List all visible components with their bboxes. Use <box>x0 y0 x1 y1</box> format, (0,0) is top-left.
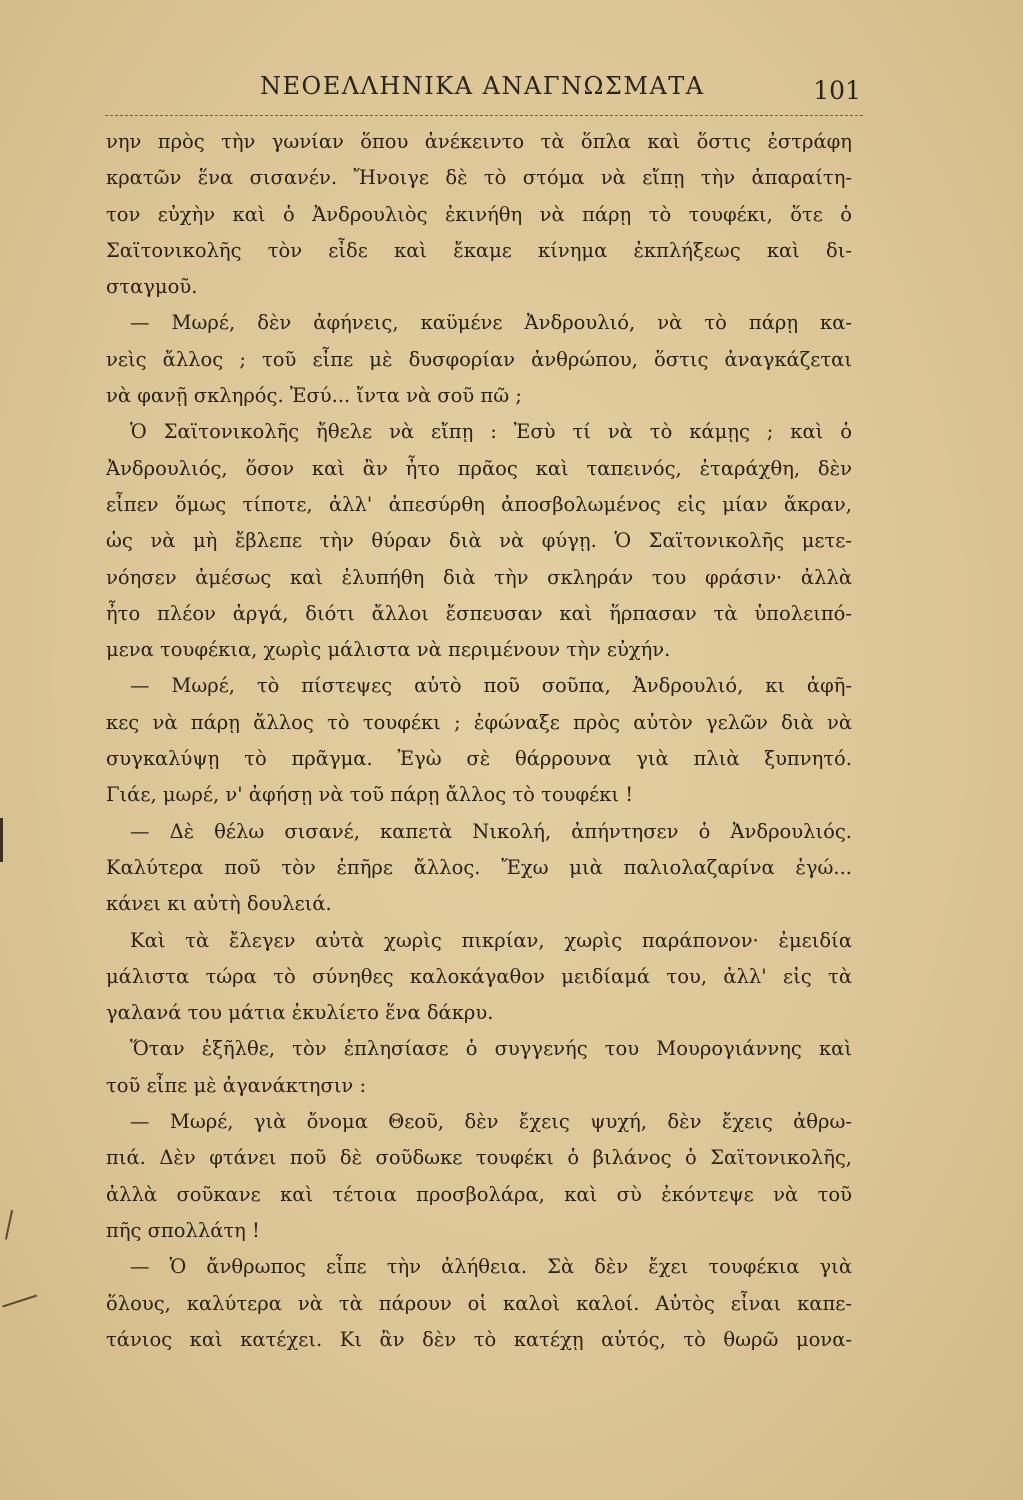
text-line: συγκαλύψῃ τὸ πρᾶγμα. Ἐγὼ σὲ θάρρουνα γιὰ πλιὰ ξυπνητό. <box>106 747 852 771</box>
text-line: κες νὰ πάρῃ ἄλλος τὸ τουφέκι ; ἐφώναξε πρὸς αὐτὸν γελῶν διὰ νὰ <box>106 710 852 734</box>
text-line: ὡς νὰ μὴ ἔβλεπε τὴν θύραν διὰ νὰ φύγῃ. Ὁ Σαϊτονικολῆς μετε- <box>106 529 852 553</box>
body-text <box>106 124 852 1358</box>
text-line: γαλανά του μάτια ἐκυλίετο ἕνα δάκρυ. <box>106 1001 494 1025</box>
text-line: σταγμοῦ. <box>106 275 198 299</box>
text-line: — Μωρέ, γιὰ ὄνομα Θεοῦ, δὲν ἔχεις ψυχή, δὲν ἔχεις ἀθρω- <box>130 1110 852 1134</box>
text-line: — Μωρέ, τὸ πίστεψες αὐτὸ ποῦ σοῦπα, Ἀνδρουλιό, κι ἀφῆ- <box>130 674 852 698</box>
text-line: εἶπεν ὅμως τίποτε, ἀλλ' ἀπεσύρθη ἀποσβολωμένος εἰς μίαν ἄκραν, <box>106 492 852 516</box>
text-line: Γιάε, μωρέ, ν' ἀφήσῃ νὰ τοῦ πάρῃ ἄλλος τὸ τουφέκι ! <box>106 783 634 807</box>
text-line: ὅλους, καλύτερα νὰ τὰ πάρουν οἱ καλοὶ καλοί. Αὐτὸς εἶναι καπε- <box>106 1291 852 1315</box>
text-line: Καὶ τὰ ἔλεγεν αὐτὰ χωρὶς πικρίαν, χωρὶς παράπονον· ἐμειδία <box>130 928 852 952</box>
margin-pencil-mark <box>0 818 13 862</box>
text-line: νόησεν ἀμέσως καὶ ἐλυπήθη διὰ τὴν σκληράν του φράσιν· ἀλλὰ <box>106 565 852 589</box>
text-line: νὰ φανῇ σκληρός. Ἐσύ... ἴντα νὰ σοῦ πῶ ; <box>106 384 522 408</box>
text-line: κρατῶν ἕνα σισανέν. Ἤνοιγε δὲ τὸ στόμα νὰ εἴπῃ τὴν ἀπαραίτη- <box>106 166 852 190</box>
text-line: Ὅταν ἐξῆλθε, τὸν ἐπλησίασε ὁ συγγενής του Μουρογιάννης καὶ <box>130 1037 852 1061</box>
margin-pencil-mark <box>2 1295 37 1310</box>
text-line: τάνιος καὶ κατέχει. Κι ἂν δὲν τὸ κατέχῃ αὐτός, τὸ θωρῶ μονα- <box>106 1327 852 1351</box>
text-line: Ὁ Σαϊτονικολῆς ἤθελε νὰ εἴπῃ : Ἐσὺ τί νὰ τὸ κάμῃς ; καὶ ὁ <box>130 420 852 444</box>
text-line: νην πρὸς τὴν γωνίαν ὅπου ἀνέκειντο τὰ ὅπλα καὶ ὅστις ἐστράφη <box>106 130 852 153</box>
text-line: ἦτο πλέον ἀργά, διότι ἄλλοι ἔσπευσαν καὶ ἥρπασαν τὰ ὑπολειπό- <box>106 601 852 625</box>
text-line: Σαϊτονικολῆς τὸν εἶδε καὶ ἔκαμε κίνημα ἐκπλήξεως καὶ δι- <box>106 238 852 262</box>
page-number: 101 <box>813 76 861 105</box>
text-line: Καλύτερα ποῦ τὸν ἐπῆρε ἄλλος. Ἔχω μιὰ παλιολαζαρίνα ἐγώ... <box>106 855 852 879</box>
text-line: πῆς σπολλάτη ! <box>106 1218 260 1242</box>
text-line: — Μωρέ, δὲν ἀφήνεις, καϋμένε Ἀνδρουλιό, νὰ τὸ πάρῃ κα- <box>130 311 852 335</box>
text-line: — Δὲ θέλω σισανέ, καπετὰ Νικολή, ἀπήντησεν ὁ Ἀνδρουλιός. <box>130 819 852 843</box>
running-title: ΝΕΟΕΛΛΗΝΙΚΑ ΑΝΑΓΝΩΣΜΑΤΑ <box>260 72 705 100</box>
text-line: τον εὐχὴν καὶ ὁ Ἀνδρουλιὸς ἐκινήθη νὰ πάρῃ τὸ τουφέκι, ὅτε ὁ <box>106 202 852 226</box>
page-header <box>105 68 865 112</box>
text-line: νεὶς ἄλλος ; τοῦ εἶπε μὲ δυσφορίαν ἀνθρώπου, ὅστις ἀναγκάζεται <box>106 347 852 371</box>
text-line: μάλιστα τώρα τὸ σύνηθες καλοκάγαθον μειδίαμά του, ἀλλ' εἰς τὰ <box>106 964 852 988</box>
text-line: μενα τουφέκια, χωρὶς μάλιστα νὰ περιμένουν τὴν εὐχήν. <box>106 638 671 662</box>
text-line: — Ὁ ἄνθρωπος εἶπε τὴν ἀλήθεια. Σὰ δὲν ἔχει τουφέκια γιὰ <box>130 1255 852 1279</box>
margin-pencil-mark <box>5 1210 15 1240</box>
text-line: ἀλλὰ σοῦκανε καὶ τέτοια προσβολάρα, καὶ σὺ ἐκόντεψε νὰ τοῦ <box>106 1182 852 1206</box>
header-rule <box>105 115 863 116</box>
text-line: πιά. Δὲν φτάνει ποῦ δὲ σοῦδωκε τουφέκι ὁ βιλάνος ὁ Σαϊτονικολῆς, <box>106 1146 852 1170</box>
text-line: κάνει κι αὐτὴ δουλειά. <box>106 892 332 916</box>
text-line: Ἀνδρουλιός, ὅσον καὶ ἂν ἦτο πρᾶος καὶ ταπεινός, ἐταράχθη, δὲν <box>106 456 852 480</box>
text-line: τοῦ εἶπε μὲ ἀγανάκτησιν : <box>106 1073 367 1097</box>
